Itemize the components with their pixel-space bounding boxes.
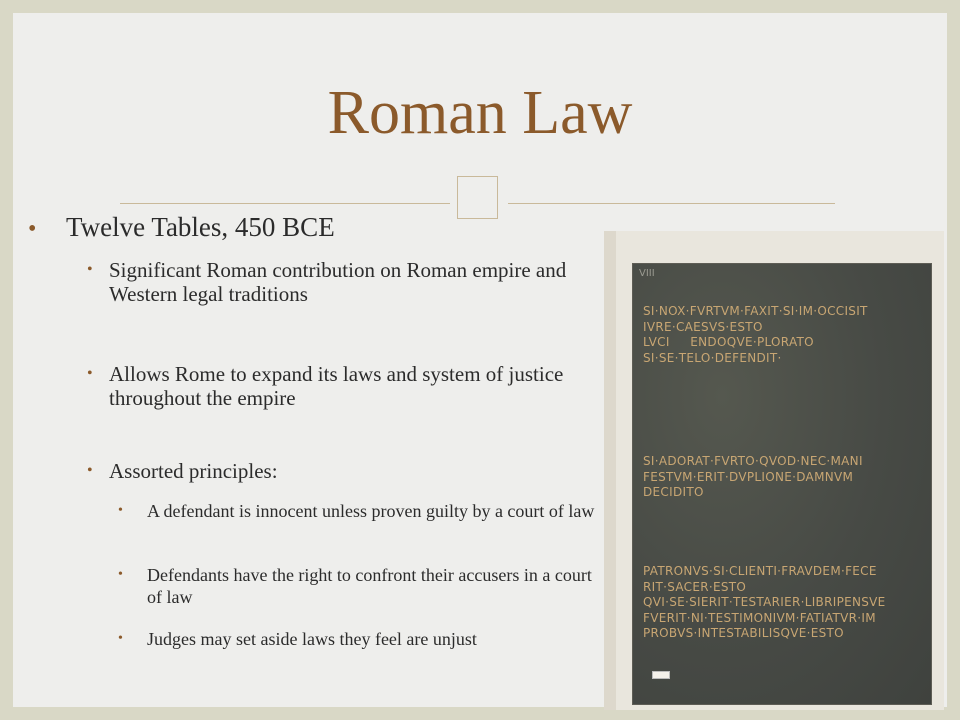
title-divider-right xyxy=(508,203,835,204)
sub-bullet-text: Assorted principles: xyxy=(109,459,278,483)
bullet-dot: • xyxy=(118,631,123,646)
inscription-block: SI·NOX·FVRTVM·FAXIT·SI·IM·OCCISIT IVRE·CAESVS·ESTO LVCI ENDOQVE·PLORATO SI·SE·TELO·DEFENDIT· xyxy=(643,304,868,365)
bullet-dot: • xyxy=(118,567,123,582)
tablet-corner-mark: VIII xyxy=(639,268,655,279)
bullet-dot: • xyxy=(87,365,93,382)
twelve-tables-photo xyxy=(604,231,944,710)
photo-wall-edge xyxy=(604,231,616,710)
slide-title: Roman Law xyxy=(327,79,633,147)
bullet-main-text: Twelve Tables, 450 BCE xyxy=(66,212,335,242)
bullet-dot: • xyxy=(87,261,93,278)
museum-label xyxy=(652,671,670,679)
principle-text: Defendants have the right to confront their accusers in a court of law xyxy=(147,565,592,607)
inscription-block: PATRONVS·SI·CLIENTI·FRAVDEM·FECE RIT·SACER·ESTO QVI·SE·SIERIT·TESTARIER·LIBRIPENSVE FVERIT·NI·TESTIMONIVM·FATIATVR·IM PROBVS·INTESTABILISQVE·ESTO xyxy=(643,564,886,640)
bullet-dot: • xyxy=(87,462,93,479)
inscription-block: SI·ADORAT·FVRTO·QVOD·NEC·MANI FESTVM·ERIT·DVPLIONE·DAMNVM DECIDITO xyxy=(643,454,863,499)
bullet-dot: • xyxy=(118,503,123,518)
principle-text: A defendant is innocent unless proven guilty by a court of law xyxy=(147,501,595,521)
title-divider-left xyxy=(120,203,450,204)
inscribed-tablet xyxy=(632,263,932,705)
sub-bullet-text: Significant Roman contribution on Roman empire and Western legal traditions xyxy=(109,258,567,306)
sub-bullet-text: Allows Rome to expand its laws and system of justice throughout the empire xyxy=(109,362,564,410)
bullet-dot: • xyxy=(28,216,37,242)
principle-text: Judges may set aside laws they feel are unjust xyxy=(147,629,477,649)
